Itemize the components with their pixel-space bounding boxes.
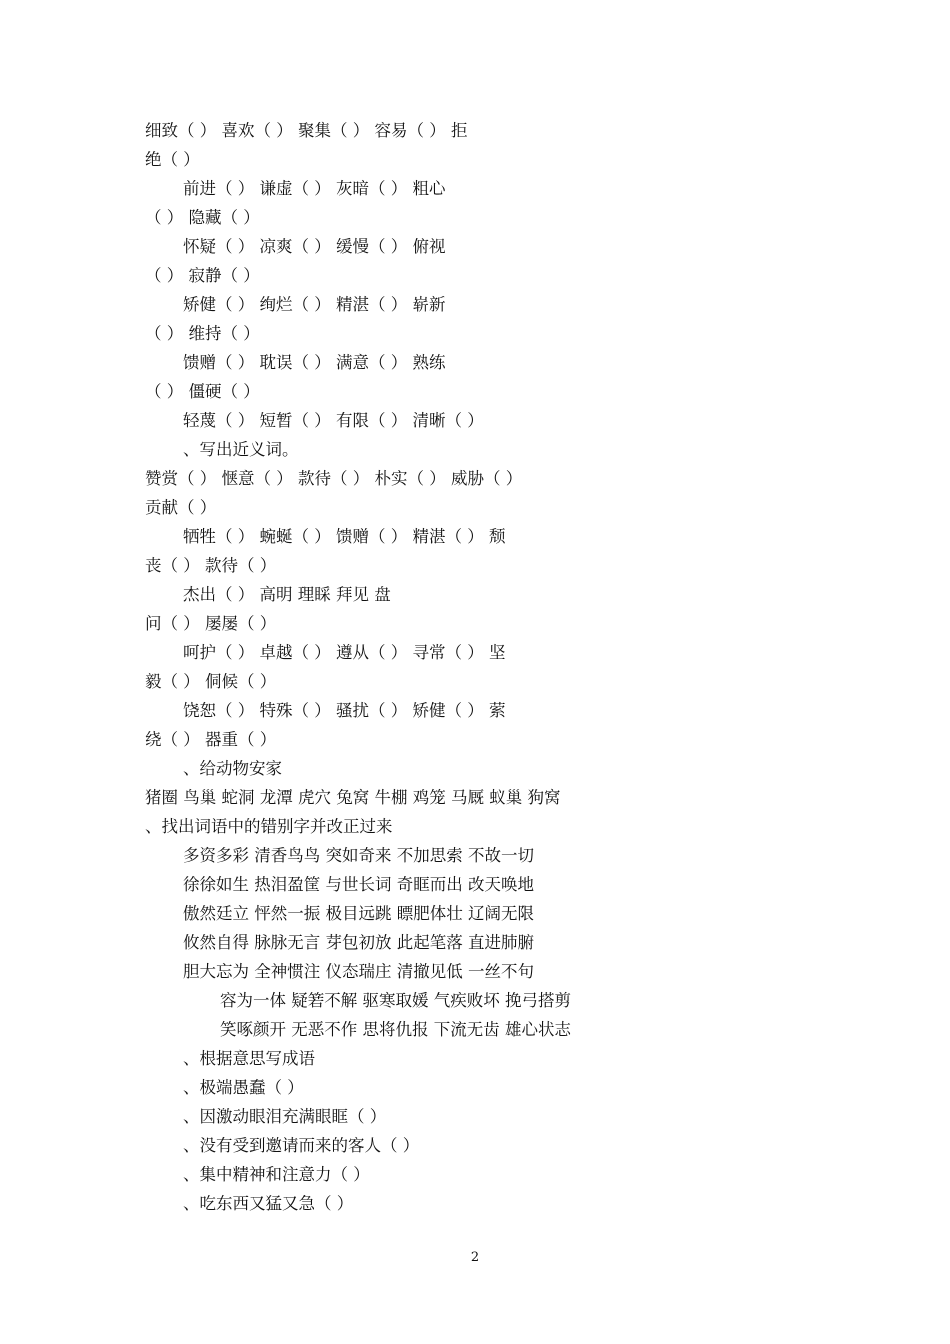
text-line: 笑啄颜开 无恶不作 思将仇报 下流无齿 雄心状志 [220,1020,571,1039]
text-line: 攸然自得 脉脉无言 芽包初放 此起笔落 直进肺腑 [183,933,534,952]
text-line: 、吃东西又猛又急（ ） [183,1194,354,1213]
text-line: 馈赠（ ） 耽误（ ） 满意（ ） 熟练 [183,353,446,372]
text-line: （ ） 僵硬（ ） [145,382,260,401]
text-line: 赞赏（ ） 惬意（ ） 款待（ ） 朴实（ ） 威胁（ ） [145,469,523,488]
text-line: 矫健（ ） 绚烂（ ） 精湛（ ） 崭新 [183,295,446,314]
text-line: 、找出词语中的错别字并改正过来 [145,817,393,836]
text-line: 徐徐如生 热泪盈筐 与世长词 奇眶而出 改天唤地 [183,875,534,894]
text-line: 杰出（ ） 高明 理睬 拜见 盘 [183,585,391,604]
text-line: 胆大忘为 全神惯注 仪态瑞庄 清撤见低 一丝不句 [183,962,534,981]
text-line: 傲然廷立 怦然一振 极目远跳 瞟肥体壮 辽阔无限 [183,904,534,923]
text-line: 绕（ ） 器重（ ） [145,730,277,749]
text-line: （ ） 寂静（ ） [145,266,260,285]
text-line: 牺牲（ ） 蜿蜒（ ） 馈赠（ ） 精湛（ ） 颓 [183,527,506,546]
text-line: 丧（ ） 款待（ ） [145,556,277,575]
text-line: 绝（ ） [145,150,200,169]
text-line: 前进（ ） 谦虚（ ） 灰暗（ ） 粗心 [183,179,446,198]
text-line: 、给动物安家 [183,759,282,778]
text-line: 、写出近义词。 [183,440,299,459]
text-line: 贡献（ ） [145,498,217,517]
text-line: 猪圈 鸟巢 蛇洞 龙潭 虎穴 兔窝 牛棚 鸡笼 马厩 蚁巢 狗窝 [145,788,561,807]
text-line: 毅（ ） 侗候（ ） [145,672,277,691]
text-line: 饶恕（ ） 特殊（ ） 骚扰（ ） 矫健（ ） 萦 [183,701,506,720]
text-line: 呵护（ ） 卓越（ ） 遵从（ ） 寻常（ ） 坚 [183,643,506,662]
text-line: 、根据意思写成语 [183,1049,315,1068]
text-line: （ ） 隐藏（ ） [145,208,260,227]
text-line: 、极端愚蠢（ ） [183,1078,304,1097]
text-line: 细致（ ） 喜欢（ ） 聚集（ ） 容易（ ） 拒 [145,121,468,140]
text-line: 问（ ） 屡屡（ ） [145,614,277,633]
text-line: 、因激动眼泪充满眼眶（ ） [183,1107,387,1126]
page-content [145,116,810,1218]
text-line: 容为一体 疑箬不解 驱寒取媛 气疾败坏 挽弓搭剪 [220,991,571,1010]
text-line: 多资多彩 清香鸟鸟 突如奇来 不加思索 不故一切 [183,846,534,865]
text-line: 怀疑（ ） 凉爽（ ） 缓慢（ ） 俯视 [183,237,446,256]
text-line: 、集中精神和注意力（ ） [183,1165,370,1184]
text-line: （ ） 维持（ ） [145,324,260,343]
text-line: 轻蔑（ ） 短暂（ ） 有限（ ） 清晰（ ） [183,411,484,430]
text-line: 、没有受到邀请而来的客人（ ） [183,1136,420,1155]
page-number: 2 [470,1250,480,1265]
